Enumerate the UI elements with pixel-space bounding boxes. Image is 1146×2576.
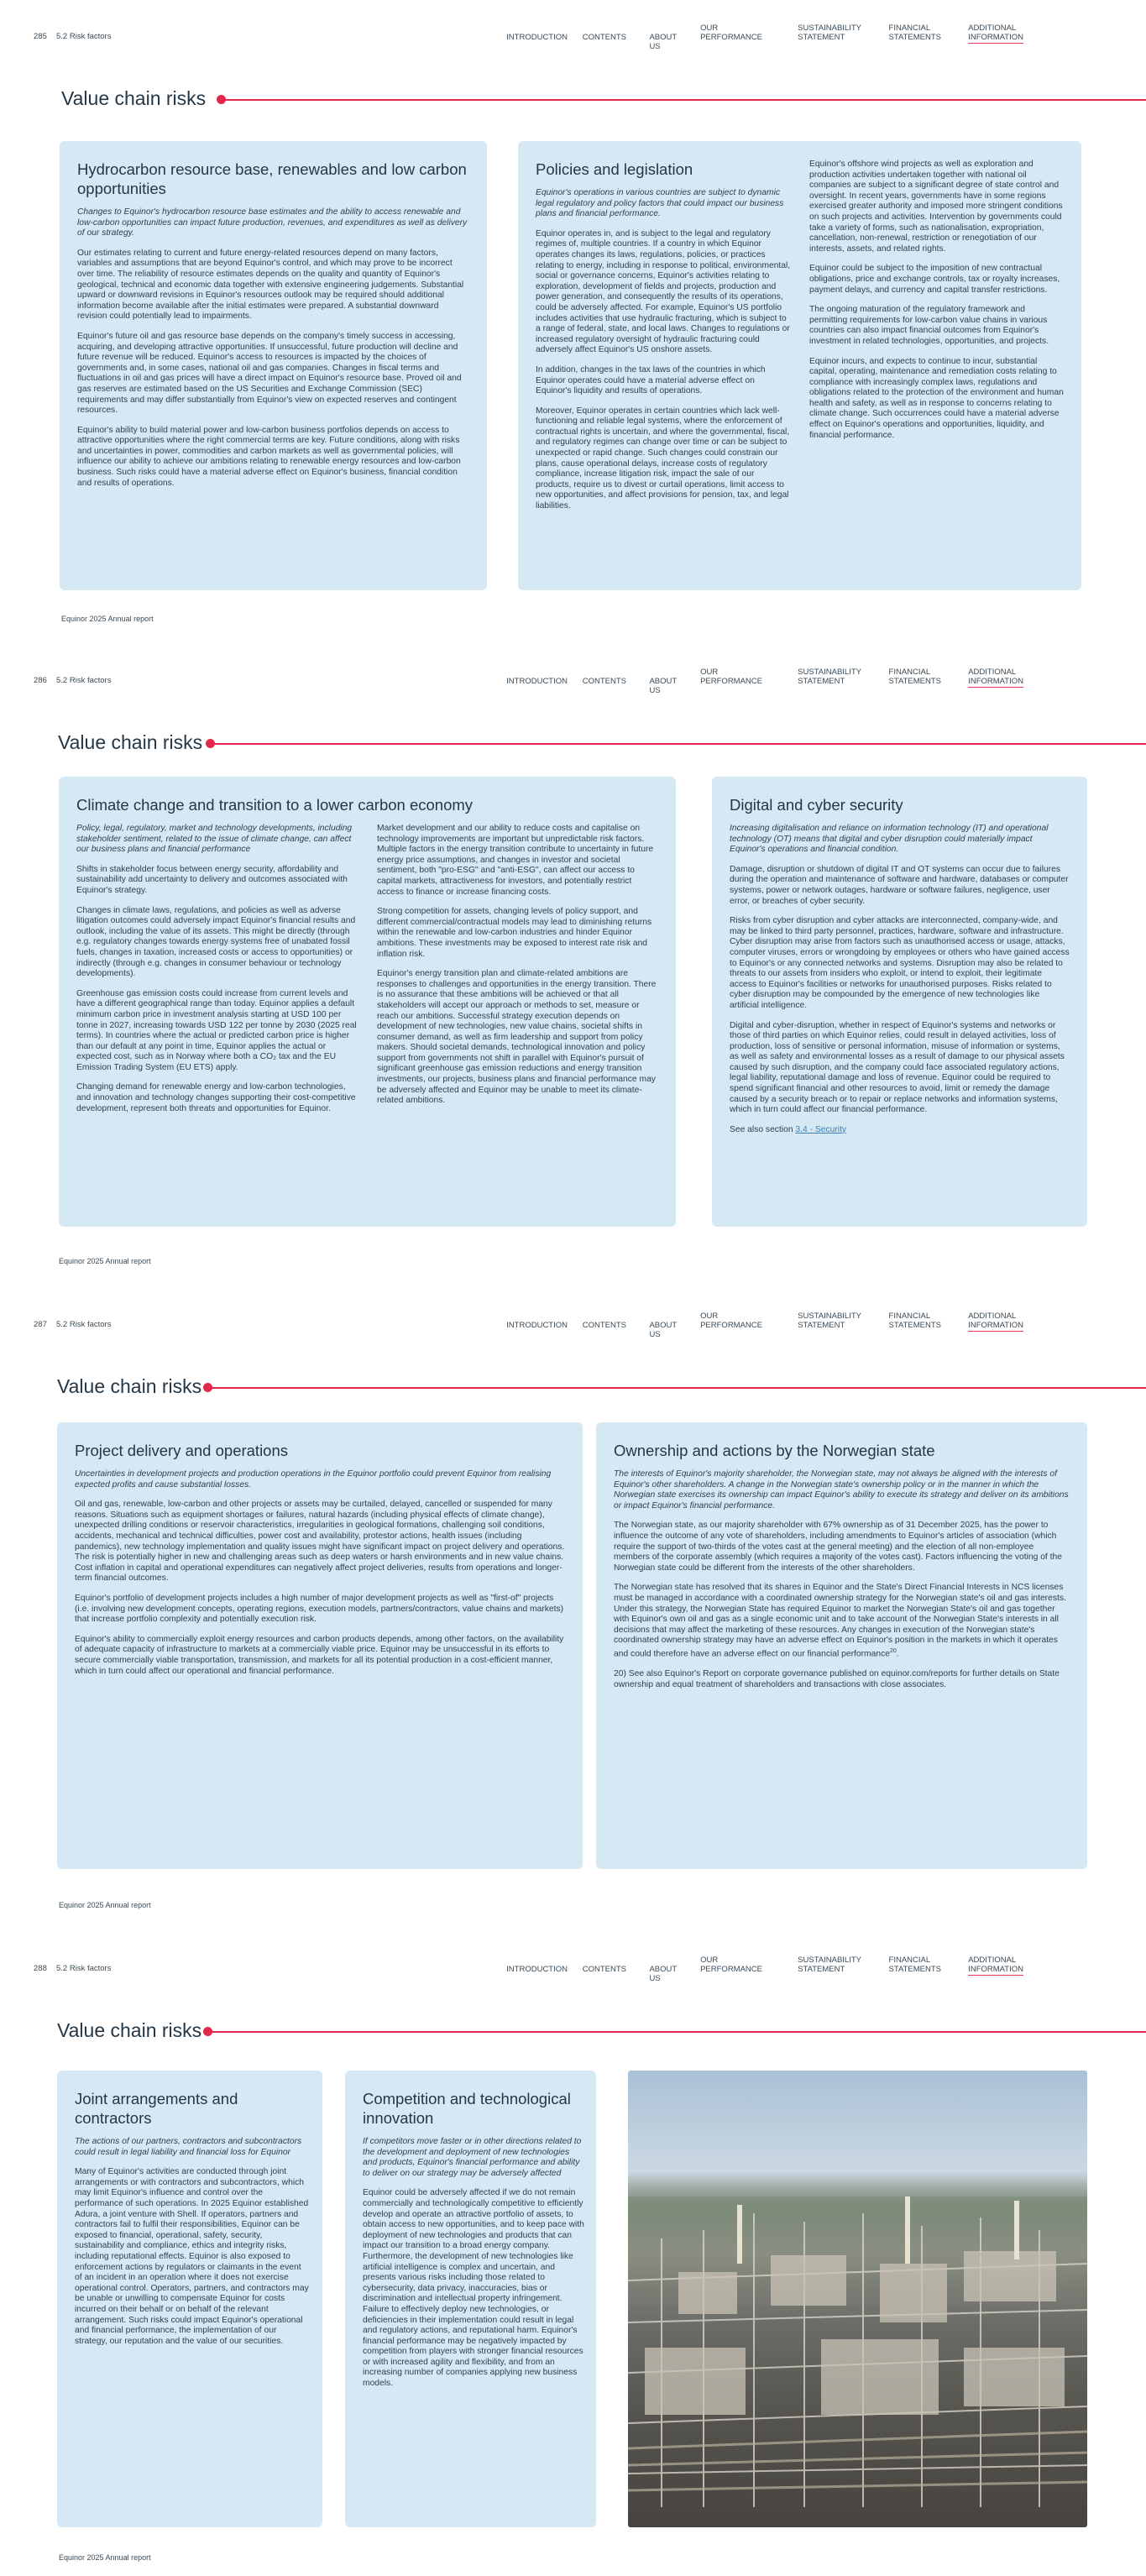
nav-contents[interactable]: CONTENTS: [582, 1965, 626, 1974]
title-rule-dot: [203, 2027, 212, 2036]
card-intro: Changes to Equinor's hydrocarbon resource base estimates and the ability to access renewable and low-carbon opportunities can impact future production, revenues, and expenditures as well as delivery of our strategy.: [77, 207, 468, 238]
nav-our-performance[interactable]: OUR PERFORMANCE: [700, 668, 762, 686]
page-285: [0, 0, 1146, 644]
nav-financial-statements[interactable]: FINANCIAL STATEMENTS: [888, 24, 941, 42]
page-footer: Equinor 2025 Annual report: [61, 615, 154, 623]
title-rule-dot: [203, 1383, 212, 1392]
card-intro: If competitors move faster or in other directions related to the development and deployment of new technologies and products, Equinor's financial performance and ability to deliver on our strategy may be adversely affected: [363, 2137, 582, 2178]
nav-about-us[interactable]: ABOUT US: [649, 1321, 677, 1339]
card-paragraph: Equinor's ability to build material power and low-carbon business portfolios depends on access to attractive opportunities where the right commercial terms are key. Future conditions, along with risks and uncertainties in power, commodities and carbon markets as well as governmental policies, will influence our ability to achieve our ambitions relating to renewable energy resources and low-carbon business. Such risks could have a material adverse effect on Equinor's business, financial condition and results of operations.: [77, 425, 461, 488]
page-number: 285: [34, 32, 47, 41]
card-paragraph: Equinor operates in, and is subject to the legal and regulatory regimes of, multiple countries. If a country in which Equinor operates changes its laws, regulations, policies, or practices relating to energy, including in response to political, environmental, social or governance concerns, Equinor's activities relating to exploration, development of fields and projects, production and power generation, and consequently the results of its operations, could be adversely affected. For example, Equinor's US portfolio includes activities that use hydraulic fracturing, which is subject to a range of federal, state, and local laws. Changes to regulations or increased regulatory oversight of hydraulic fracturing could adversely affect Equinor's US onshore assets.: [536, 228, 791, 355]
card-intro: The actions of our partners, contractors and subcontractors could result in legal liability and financial loss for Equinor: [75, 2137, 302, 2157]
page-number: 287: [34, 1320, 47, 1329]
page-number: 288: [34, 1964, 47, 1973]
card-paragraph: Equinor's energy transition plan and climate-related ambitions are responses to challenges and opportunities in the energy transition. There is no assurance that these ambitions will be achieved or that all stakeholders will accept our approach or methods to set, measure or reach our ambitions. Successful strategy execution depends on development of new technologies, new value chains, societal shifts in consumer demand, as well as firm leadership and support from policy makers. Should societal demands, technological innovation and policy support from governments not shift in parallel with Equinor's pursuit of significant greenhouse gas emission reductions and energy transition investments, our projects, business plans and financial performance may be adversely affected and Equinor may be unable to meet its climate-related ambitions.: [377, 969, 657, 1106]
title-rule: [222, 99, 1146, 101]
card-paragraph: Digital and cyber-disruption, whether in respect of Equinor's systems and networks or those of third parties on which Equinor relies, could result in delayed activities, loss of production, loss of sensitive or personal information, misuse of information or systems, as well as safety and environmental losses as a result of damage to our physical assets caused by such disruption, and the company could face associated regulatory actions, legal liability, reputational damage and loss of revenue. Equinor could be required to spend significant financial and other resources to avoid, limit or remedy the damage caused by a security breach or to repair or replace networks and information systems, which in turn could affect our financial performance.: [730, 1020, 1065, 1115]
card-title: Policies and legislation: [536, 160, 693, 178]
card-paragraph: Moreover, Equinor operates in certain countries which lack well-functioning and reliable legal systems, where the enforcement of contractual rights is uncertain, and where the governmental, fiscal, and regulatory regimes can change over time or can be subject to unexpected or rapid change. Such changes could constrain our plans, cause operational delays, increase costs of regulatory compliance, increase litigation risk, impact the sale of our products, require us to divest or curtail operations, limit access to new opportunities, and affect provisions for pension, tax, and legal liabilities.: [536, 406, 790, 511]
see-also-label: See also section: [730, 1124, 796, 1134]
page-number: 286: [34, 676, 47, 685]
card-intro: Uncertainties in development projects and production operations in the Equinor portfolio could prevent Equinor from realising expected profits and cause substantial losses.: [75, 1469, 552, 1490]
card-paragraph: Damage, disruption or shutdown of digital IT and OT systems can occur due to failures during the operation and maintenance of software and hardware, databases or computer systems, power or network outages, hardware or software failures, negligence, user error, or breaches of cyber security.: [730, 864, 1069, 906]
page-287: [0, 1288, 1146, 1932]
nav-introduction[interactable]: INTRODUCTION: [506, 1321, 568, 1330]
nav-contents[interactable]: CONTENTS: [582, 1321, 626, 1330]
card-paragraph: Market development and our ability to reduce costs and capitalise on technology improvements are important but unpredictable risk factors. Multiple factors in the energy transition contribute to uncertainty in future energy price assumptions, and changes in investor and societal sentiment, both "pro-ESG" and "anti-ESG", can affect our access to capital markets, attractiveness for investors, and potentially restrict access to finance or increase financing costs.: [377, 824, 654, 897]
card-paragraph-text: The Norwegian state has resolved that its shares in Equinor and the State's Direct Financial Interests in NCS licenses must be managed in accordance with a coordinated ownership strategy for the Norwegian state's oil and gas interests. Under this strategy, the Norwegian State has required Equinor to market the Norwegian State's oil and gas together with Equinor's own oil and gas as a single economic unit and to take account of the Norwegian State's interests in all decisions that may affect the marketing of these resources. Any changes in execution of the Norwegian state's coordinated ownership strategy may have an adverse effect on Equinor's position in the markets in which it operates and could therefore have an adverse effect on our financial performance: [614, 1583, 1066, 1659]
risk-card-project-delivery: [57, 1422, 583, 1869]
card-paragraph: Changes in climate laws, regulations, and policies as well as adverse litigation outcomes could adversely impact Equinor's financial results and outlook, including the value of its assets. This might be directly (through e.g. regulatory changes towards energy systems free of unabated fossil fuels, changes in taxation, increased costs or access to opportunities) or indirectly (through e.g. changes in consumer behaviour or technology developments).: [76, 905, 356, 979]
card-title: Joint arrangements and contractors: [75, 2090, 238, 2127]
card-paragraph: Oil and gas, renewable, low-carbon and other projects or assets may be curtailed, delayed, cancelled or suspended for many reasons. Situations such as equipment shortages or failures, natural hazards (including physical effects of climate change), unexpected drilling conditions or reservoir characteristics, irregularities in geological formations, challenging soil conditions, accidents, mechanical and technical difficulties, power cost and availability, protestor actions, health issues (including pandemics), new technology implementation and quality issues might have significant impact on project delivery and operations. The risk is potentially higher in new and challenging areas such as deep waters or harsh environments and in new value chains. Cost inflation in capital and operational expenditures can negatively affect project deliveries, results from operations and longer-term financial outcomes.: [75, 1500, 565, 1584]
nav-additional-information[interactable]: ADDITIONAL INFORMATION: [968, 1956, 1023, 1974]
card-paragraph: Equinor could be subject to the imposition of new contractual obligations, price and exchange controls, tax or royalty increases, payment delays, and currency and capital transfer restrictions.: [809, 264, 1060, 295]
card-paragraph: Greenhouse gas emission costs could increase from current levels and have a different geographical range than today. Equinor applies a default minimum carbon price in investment analysis starting at USD 100 per tonne in 2027, increasing towards USD 122 per tonne by 2030 (2025 real terms). In countries where the actual or predicted carbon price is higher than our default at any point in time, Equinor applies the actual or expected cost, such as in Norway where both a CO₂ tax and the EU Emission Trading System (EU ETS) apply.: [76, 988, 357, 1072]
risk-card-policies-and-legislation: [518, 141, 1081, 590]
title-rule: [209, 2031, 1146, 2033]
nav-additional-information[interactable]: ADDITIONAL INFORMATION: [968, 24, 1023, 42]
nav-contents[interactable]: CONTENTS: [582, 677, 626, 686]
page-header: [34, 24, 1084, 51]
section-title: Value chain risks: [57, 1375, 202, 1397]
nav-introduction[interactable]: INTRODUCTION: [506, 677, 568, 686]
page-footer: Equinor 2025 Annual report: [59, 2553, 151, 2562]
card-paragraph: Changing demand for renewable energy and low-carbon technologies, and innovation and technology changes supporting their cost-competitive development, represent both threats and opportunities for Equinor.: [76, 1082, 356, 1113]
nav-sustainability-statement[interactable]: SUSTAINABILITY STATEMENT: [798, 24, 861, 42]
page-header: [34, 668, 1084, 695]
card-intro: The interests of Equinor's majority shareholder, the Norwegian state, may not always be aligned with the interests of Equinor's other shareholders. A change in the Norwegian state's ownership policy or in the manner in which the Norwegian state exercises its ownership can impact Equinor's ability to execute its strategy and deliver on its ambitions or impact Equinor's financial performance.: [614, 1469, 1069, 1511]
section-title: Value chain risks: [61, 87, 207, 109]
nav-our-performance[interactable]: OUR PERFORMANCE: [700, 1312, 762, 1330]
card-title: Competition and technological innovation: [363, 2090, 571, 2127]
card-paragraph: Many of Equinor's activities are conducted through joint arrangements or with contractors and subcontractors, which may limit Equinor's influence and control over the performance of such operations. In 2025 Equinor established Adura, a joint venture with Shell. If operators, partners and contractors fail to fulfil their responsibilities, Equinor can be exposed to financial, operational, safety, security, sustainability and compliance, ethics and integrity risks, including reputational effects. Equinor is also exposed to enforcement actions by regulators or claimants in the event of an incident in an operation where it does not exercise operational control. Operators, partners, and contractors may be unable or unwilling to compensate Equinor for costs incurred on their behalf or on behalf of the relevant arrangement. Such risks could impact Equinor's operational and financial performance, the implementation of our strategy, our reputation and the value of our securities.: [75, 2167, 309, 2346]
card-paragraph: Strong competition for assets, changing levels of policy support, and different commercial/contractual models may lead to diminishing returns within the renewable and low-carbon industries and hinder Equinor ambitions. These investments may be exposed to interest rate risk and inflation risk.: [377, 907, 652, 959]
title-rule: [209, 1387, 1146, 1389]
risk-card-digital-cyber-security: [712, 777, 1087, 1227]
card-paragraph: The ongoing maturation of the regulatory framework and permitting requirements for low-carbon value chains in various countries can also impact financial outcomes from Equinor's investment in related technologies, opportunities, and projects.: [809, 305, 1049, 346]
section-title: Value chain risks: [58, 731, 203, 753]
footnote-marker[interactable]: 20: [889, 1647, 897, 1654]
page-288: [0, 1932, 1146, 2576]
card-paragraph: Equinor's portfolio of development projects includes a high number of major development projects as well as "first-of" projects (i.e. involving new development concepts, operating regions, execution models, partners/contractors, value chains and markets) that increase portfolio complexity and potentially execution risk.: [75, 1593, 564, 1625]
nav-our-performance[interactable]: OUR PERFORMANCE: [700, 1956, 762, 1974]
page-header: [34, 1956, 1084, 1983]
section-label[interactable]: 5.2 Risk factors: [56, 676, 112, 685]
card-paragraph: Shifts in stakeholder focus between energy security, affordability and sustainability add uncertainty to delivery and outcomes associated with Equinor's strategy.: [76, 864, 348, 895]
nav-financial-statements[interactable]: FINANCIAL STATEMENTS: [888, 1956, 941, 1974]
footnote: 20) See also Equinor's Report on corporate governance published on equinor.com/reports for further details on State ownership and equal treatment of shareholders and transactions with close associates.: [614, 1668, 1060, 1689]
risk-card-norwegian-state-ownership: [596, 1422, 1087, 1869]
section-label[interactable]: 5.2 Risk factors: [56, 32, 112, 41]
nav-contents[interactable]: CONTENTS: [582, 33, 626, 42]
nav-sustainability-statement[interactable]: SUSTAINABILITY STATEMENT: [798, 668, 861, 686]
nav-about-us[interactable]: ABOUT US: [649, 33, 677, 51]
nav-introduction[interactable]: INTRODUCTION: [506, 33, 568, 42]
card-title: Project delivery and operations: [75, 1442, 289, 1459]
card-paragraph: The Norwegian state, as our majority shareholder with 67% ownership as of 31 December 2025, has the power to influence the outcome of any vote of shareholders, including amendments to Equinor's articles of association (which require the support of two-thirds of the votes cast at the general meeting) and the election of all non-employee members of the corporate assembly (which requires a majority of the votes cast). Factors influencing the voting of the Norwegian state could be different from the interests of the other shareholders.: [614, 1521, 1062, 1573]
card-title: Ownership and actions by the Norwegian state: [614, 1442, 935, 1459]
card-intro: Equinor's operations in various countries are subject to dynamic legal regulatory and policy factors that could impact our business plans and financial performance.: [536, 188, 784, 219]
card-intro: Policy, legal, regulatory, market and technology developments, including stakeholder sentiment, related to the issue of climate change, can affect our business plans and financial performance: [76, 824, 353, 855]
nav-about-us[interactable]: ABOUT US: [649, 1965, 677, 1983]
industrial-facility-photo: [628, 2071, 1087, 2527]
card-title: Digital and cyber security: [730, 796, 903, 814]
section-label[interactable]: 5.2 Risk factors: [56, 1320, 112, 1329]
nav-additional-information[interactable]: ADDITIONAL INFORMATION: [968, 668, 1023, 686]
facility-illustration: [628, 2071, 1087, 2527]
card-paragraph: Equinor incurs, and expects to continue to incur, substantial capital, operating, maintenance and remediation costs relating to compliance with increasingly complex laws, regulations and obligations related to the protection of the environment and human health and safety, as well as in response to concerns relating to climate change. Such occurrences could have a material adverse effect on Equinor's operations and opportunities, liquidity, and financial performance.: [809, 356, 1064, 440]
nav-about-us[interactable]: ABOUT US: [649, 677, 677, 695]
security-section-link[interactable]: 3.4 - Security: [795, 1124, 847, 1134]
card-paragraph: Equinor's offshore wind projects as well as exploration and production activities undertaken together with national oil companies are subject to a significant degree of state control and oversight. In recent years, governments have in some regions exercised greater authority and imposed more stringent conditions on such projects and activities. Intervention by governments could take a variety of forms, such as nationalisation, expropriation, cancellation, non-renewal, restriction or renegotiation of our interests, assets, and related rights.: [809, 160, 1063, 254]
risk-card-joint-arrangements: [57, 2071, 322, 2527]
page-286: [0, 644, 1146, 1288]
page-footer: Equinor 2025 Annual report: [59, 1901, 151, 1909]
nav-financial-statements[interactable]: FINANCIAL STATEMENTS: [888, 668, 941, 686]
nav-financial-statements[interactable]: FINANCIAL STATEMENTS: [888, 1312, 941, 1330]
page-header: [34, 1312, 1084, 1339]
section-label[interactable]: 5.2 Risk factors: [56, 1964, 112, 1973]
page-footer: Equinor 2025 Annual report: [59, 1257, 151, 1265]
nav-our-performance[interactable]: OUR PERFORMANCE: [700, 24, 762, 42]
nav-additional-information[interactable]: ADDITIONAL INFORMATION: [968, 1312, 1023, 1330]
card-paragraph: Equinor's future oil and gas resource base depends on the company's timely success in accessing, acquiring, and developing attractive opportunities. If unsuccessful, future production will decline and future revenue will be reduced. Equinor's access to resources is impacted by the choices of governments and, in some cases, national oil and gas companies. Changes in fiscal terms and fluctuations in oil and gas prices will have a direct impact on Equinor's resource base. Proved oil and gas reserves are estimated based on the US Securities and Exchange Commission (SEC) requirements and may differ substantially from Equinor's view on expected reserves and contingent resources.: [77, 331, 462, 416]
card-paragraph: Equinor could be adversely affected if we do not remain commercially and technologically competitive to efficiently develop and operate an attractive portfolio of assets, to obtain access to new opportunities, and to keep pace with deployment of new technologies and products that can impact our transition to a broad energy company. Furthermore, the development of new technologies like artificial intelligence is complex and uncertain, and presents various risks including those related to cybersecurity, data privacy, inaccuracies, bias or discrimination and intellectual property infringement. Failure to effectively deploy new technologies, or deficiencies in their implementation could result in legal and regulatory actions, and reputational harm. Equinor's financial performance may be negatively impacted by competition from players with stronger financial resources or with increased agility and flexibility, and from an increasing number of companies applying new business models.: [363, 2188, 584, 2389]
card-paragraph: In addition, changes in the tax laws of the countries in which Equinor operates could have a material adverse effect on Equinor's liquidity and results of operations.: [536, 364, 766, 396]
card-intro: Increasing digitalisation and reliance on information technology (IT) and operational technology (OT) means that digital and cyber disruption could materially impact Equinor's operations and financial condition.: [730, 824, 1049, 855]
card-paragraph: Equinor's ability to commercially exploit energy resources and carbon products depends, among other factors, on the availability of adequate capacity of infrastructure to markets at a commercially viable price. Equinor may be unsuccessful in its efforts to secure commercially viable transportation, transmission, and markets for all its potential production in a cost-efficient manner, which in turn could affect our operational and financial performance.: [75, 1634, 564, 1676]
section-title: Value chain risks: [57, 2019, 202, 2041]
risk-card-hydrocarbon-resource-base: [60, 141, 487, 590]
title-rule: [212, 743, 1146, 745]
card-title: Hydrocarbon resource base, renewables and low carbon opportunities: [77, 160, 467, 197]
nav-sustainability-statement[interactable]: SUSTAINABILITY STATEMENT: [798, 1312, 861, 1330]
risk-card-climate-change: [59, 777, 676, 1227]
card-title: Climate change and transition to a lower carbon economy: [76, 796, 474, 814]
title-rule-dot: [206, 739, 215, 748]
see-also: [730, 1125, 1070, 1136]
card-paragraph: Our estimates relating to current and future energy-related resources depend on many factors, variables and assumptions that are beyond Equinor's control, and which may prove to be incorrect over time. The reliability of resource estimates depends on the quality and quantity of Equinor's geological, technical and economic data together with extensive engineering judgements. Substantial upward or downward revisions in Equinor's resources outlook may be required should additional information become available after the initial estimates were prepared. A substantial downward revision could potentially lead to impairments.: [77, 248, 464, 322]
nav-introduction[interactable]: INTRODUCTION: [506, 1965, 568, 1974]
title-rule-dot: [217, 95, 226, 104]
card-paragraph: The Norwegian state has resolved that its shares in Equinor and the State's Direct Financial Interests in NCS licenses must be managed in accordance with a coordinated ownership strategy for the Norwegian state's oil and gas interests. Under this strategy, the Norwegian State has required Equinor to market the Norwegian State's oil and gas together with Equinor's own oil and gas as a single economic unit and to take account of the Norwegian State's interests in all decisions that may affect the marketing of these resources. Any changes in execution of the Norwegian state's coordinated ownership strategy may have an adverse effect on Equinor's position in the markets in which it operates and could therefore have an adverse effect on our financial performance$^{20}$.: [614, 1583, 1066, 1659]
risk-card-competition-innovation: [345, 2071, 596, 2527]
nav-sustainability-statement[interactable]: SUSTAINABILITY STATEMENT: [798, 1956, 861, 1974]
card-paragraph: Risks from cyber disruption and cyber attacks are interconnected, company-wide, and may be linked to third party personnel, practices, hardware, software and infrastructure. Cyber disruption may arise from factors such as unauthorised access or usage, attacks, computer viruses, errors or wrongdoing by employees or others who have gained access to Equinor's or any connected networks and systems. Disruption may also be related to threats to our assets from insiders who exploit, or intend to exploit, their legitimate access to Equinor's facilities or networks for unauthorised purposes. Risks related to cyber disruption may be compounded by the emergence of new technologies like artificial intelligence.: [730, 916, 1070, 1010]
